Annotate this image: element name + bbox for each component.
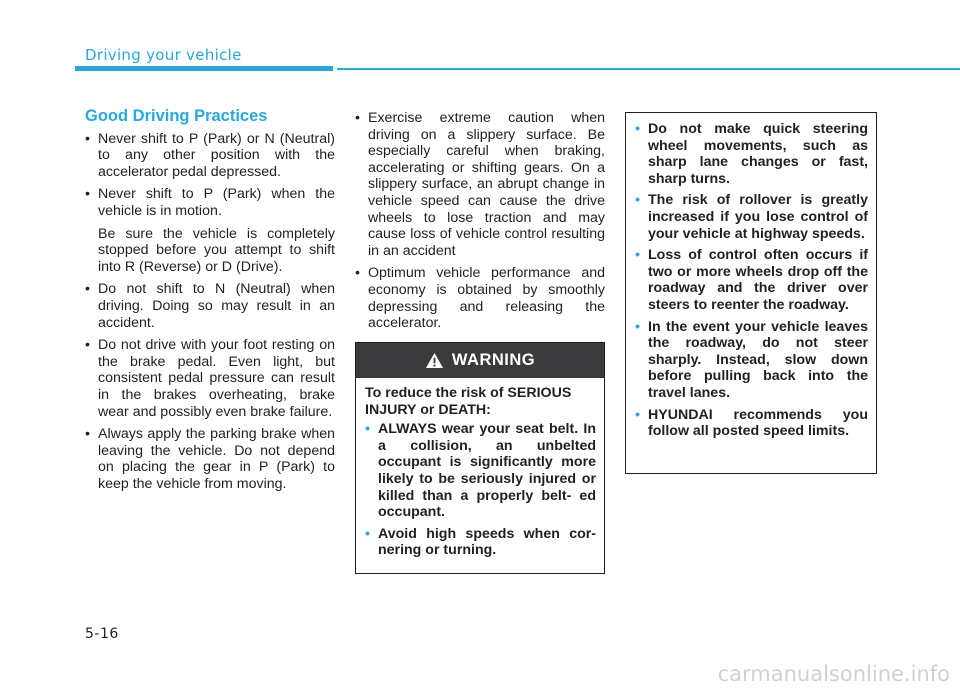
practices-list-continued — [355, 110, 605, 332]
warning-intro: To reduce the risk of SERIOUS INJURY or DEATH: — [365, 385, 572, 418]
list-item: • Optimum vehicle performance and economy is obtained by smoothly depressing and releasing the accelerator. — [355, 265, 605, 331]
column-left — [85, 108, 335, 498]
list-item: • In the event your vehicle leaves the roadway, do not steer sharply. Instead, slow down before pulling back into the travel lanes. — [635, 319, 868, 402]
list-item: • ALWAYS wear your seat belt. In a collision, an unbelted occupant is significantly more likely to be seriously injured or killed than a properly belt- ed occupant. — [365, 421, 596, 521]
list-item: • Always apply the parking brake when leaving the vehicle. Do not depend on placing the gear in P (Park) to keep the vehicle from moving. — [85, 426, 335, 492]
list-item: • Never shift to P (Park) when the vehicle is in motion. Be sure the vehicle is completely stopped before you attempt to shift into R (Reverse) or D (Drive). — [85, 186, 335, 275]
list-item: • Exercise extreme caution when driving on a slippery surface. Be especially careful when braking, accelerating or shifting gears. On a slippery surface, an abrupt change in vehicle speed can cause the drive wheels to lose traction and may cause loss of vehicle control resulting in an accident — [355, 110, 605, 259]
list-item: • Avoid high speeds when cor- nering or turning. — [365, 526, 596, 559]
header-rule-thick — [75, 66, 333, 71]
header-rule-thin — [337, 68, 960, 70]
warning-title: WARNING — [451, 351, 536, 369]
warning-list — [365, 421, 596, 559]
warning-triangle-icon — [425, 352, 444, 369]
list-item: • Never shift to P (Park) or N (Neutral) to any other position with the accelerator pedal depressed. — [85, 131, 335, 181]
list-item: • HYUNDAI recommends you follow all posted speed limits. — [635, 407, 868, 440]
warning-header — [356, 343, 604, 378]
warning-body — [356, 378, 604, 559]
list-item: • Do not make quick steering wheel movements, such as sharp lane changes or fast, sharp turns. — [635, 121, 868, 187]
page-number: 5-16 — [85, 626, 119, 642]
page-heading: Good Driving Practices — [85, 107, 268, 125]
caution-box — [625, 112, 877, 474]
list-item-note: Be sure the vehicle is completely stopped before you attempt to shift into R (Reverse) or D (Drive). — [98, 225, 335, 275]
column-middle — [355, 110, 605, 338]
practices-list — [85, 131, 335, 493]
list-item: • Do not drive with your foot resting on the brake pedal. Even light, but consistent pedal pressure can result in the brakes overheating, brake wear and possibly even brake failure. — [85, 337, 335, 420]
list-item: • The risk of rollover is greatly increased if you lose control of your vehicle at highway speeds. — [635, 192, 868, 242]
list-item: • Loss of control often occurs if two or more wheels drop off the roadway and the driver over steers to reenter the roadway. — [635, 247, 868, 313]
section-title: Driving your vehicle — [85, 46, 242, 64]
list-item: • Do not shift to N (Neutral) when driving. Doing so may result in an accident. — [85, 281, 335, 331]
caution-list — [635, 121, 868, 440]
warning-box — [355, 342, 605, 574]
watermark: carmanualsonline.info — [717, 662, 950, 686]
